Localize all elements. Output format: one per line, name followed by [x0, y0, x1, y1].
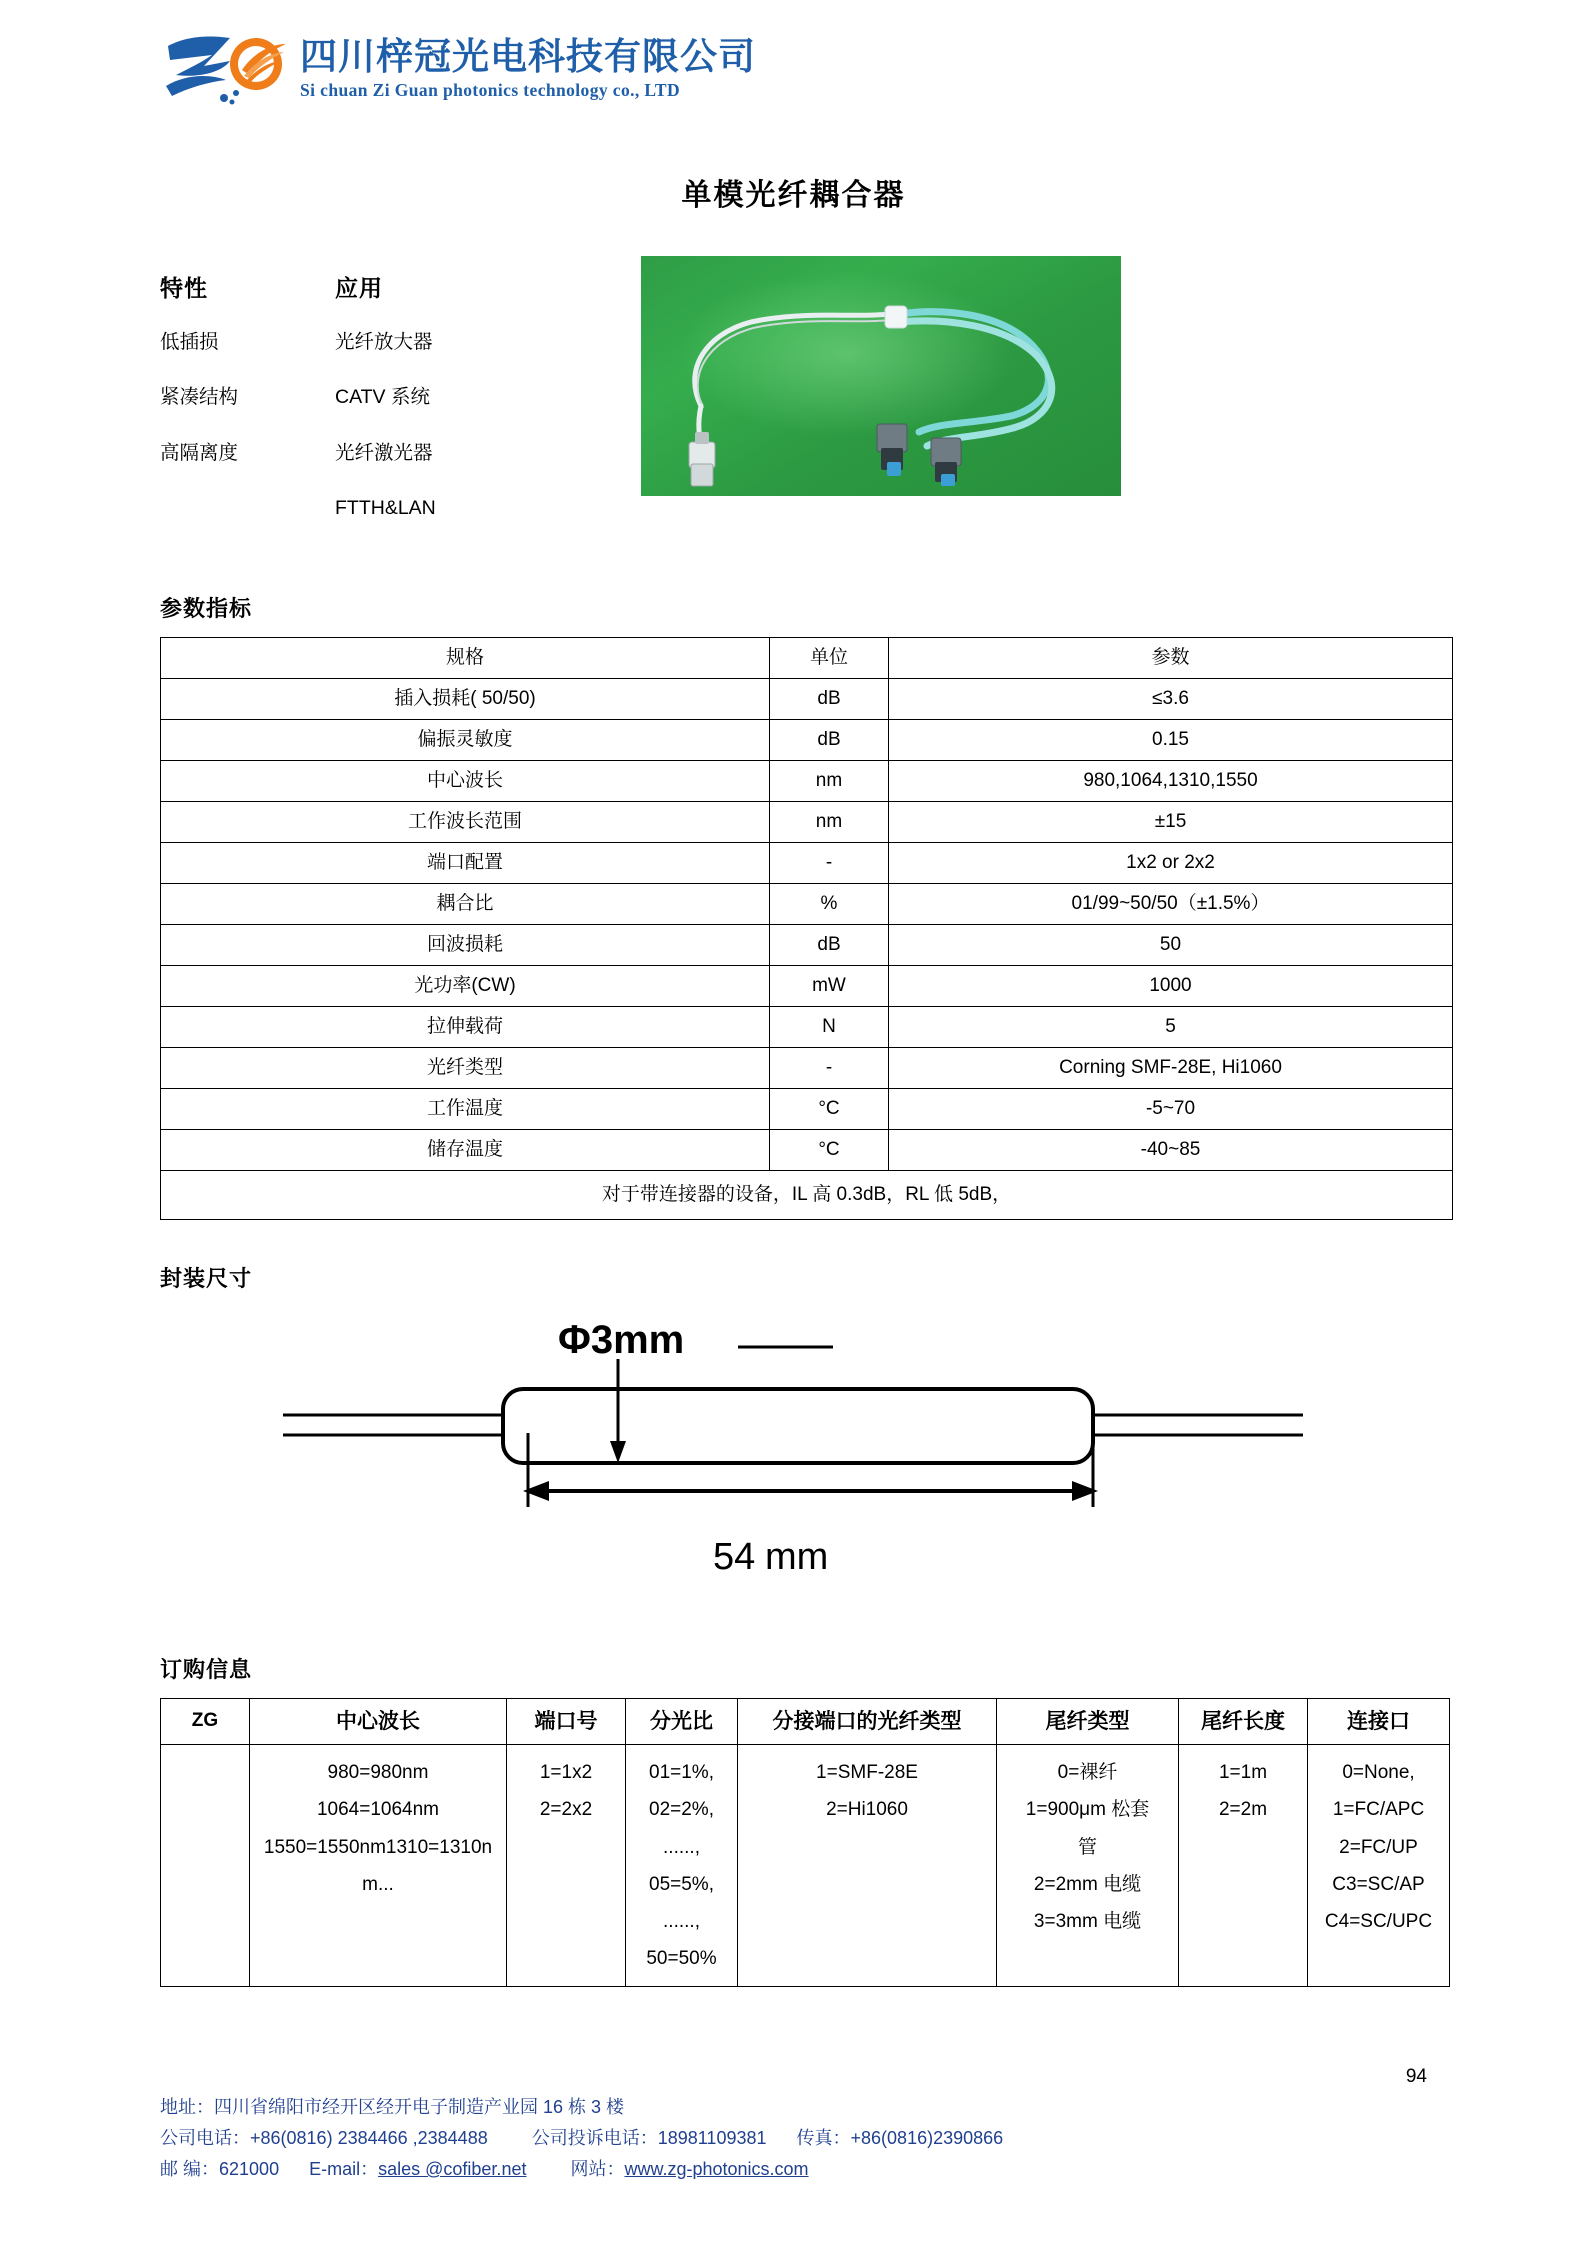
spec-value: 980,1064,1310,1550 — [889, 761, 1453, 802]
option-line: 05=5%, — [649, 1873, 714, 1895]
option-line: 0=None, — [1342, 1762, 1415, 1784]
table-row — [161, 679, 1453, 720]
spec-value: 1x2 or 2x2 — [889, 843, 1453, 884]
phone-label: 公司电话： — [160, 2128, 250, 2149]
features-column — [160, 270, 335, 495]
website-link[interactable]: www.zg-photonics.com — [624, 2159, 809, 2180]
email-label: E-mail： — [309, 2159, 379, 2180]
option-line: 02=2%, — [649, 1799, 714, 1821]
spec-name: 工作温度 — [161, 1089, 770, 1130]
complaint-value: 18981109381 — [657, 2128, 767, 2149]
spec-value: -5~70 — [889, 1089, 1453, 1130]
option-line: 2=FC/UP — [1339, 1836, 1418, 1858]
spec-name: 工作波长范围 — [161, 802, 770, 843]
option-line: 1=1m — [1218, 1762, 1268, 1784]
option-line: 980=980nm — [327, 1762, 429, 1784]
feature-item: 高隔离度 — [160, 441, 239, 464]
footer-zip-email-line — [160, 2154, 1427, 2185]
ordering-section-heading: 订购信息 — [160, 1657, 253, 1683]
spec-name: 拉伸载荷 — [161, 1007, 770, 1048]
spec-value: 01/99~50/50（±1.5%） — [889, 884, 1453, 925]
option-line: 0=裸纤 — [1057, 1762, 1118, 1784]
option-line: 1=SMF-28E — [816, 1762, 918, 1784]
spec-unit: dB — [770, 925, 889, 966]
spec-name: 中心波长 — [161, 761, 770, 802]
spec-unit: mW — [770, 966, 889, 1007]
spec-unit: °C — [770, 1130, 889, 1171]
table-row — [161, 1089, 1453, 1130]
spec-value: 1000 — [889, 966, 1453, 1007]
diameter-label: Φ3mm — [557, 1318, 684, 1363]
option-line: C4=SC/UPC — [1324, 1910, 1433, 1932]
spec-name: 耦合比 — [161, 884, 770, 925]
spec-value: ≤3.6 — [889, 679, 1453, 720]
email-value[interactable]: sales @cofiber.net — [378, 2159, 527, 2180]
complaint-label: 公司投诉电话： — [531, 2128, 658, 2149]
option-line: C3=SC/AP — [1332, 1873, 1425, 1895]
table-row — [161, 720, 1453, 761]
column-header-fiber-type: 分接端口的光纤类型 — [738, 1699, 997, 1745]
specification-table — [160, 637, 1453, 1220]
spec-unit: N — [770, 1007, 889, 1048]
spec-name: 光纤类型 — [161, 1048, 770, 1089]
spec-unit: dB — [770, 679, 889, 720]
page-header — [160, 0, 1427, 112]
footer-address-line — [160, 2092, 1427, 2123]
option-line: 1550=1550nm1310=1310n — [263, 1836, 493, 1858]
column-header-value: 参数 — [889, 638, 1453, 679]
ordering-information-table — [160, 1698, 1450, 1986]
table-row — [161, 966, 1453, 1007]
length-value: 54 — [712, 1536, 755, 1579]
table-row — [161, 1130, 1453, 1171]
feature-item: 紧凑结构 — [160, 386, 239, 409]
option-line: 管 — [1077, 1836, 1097, 1858]
spec-value: 5 — [889, 1007, 1453, 1048]
option-line: 1=1x2 — [539, 1762, 593, 1784]
address-value: 四川省绵阳市经开区经开电子制造产业园 16 栋 3 楼 — [214, 2097, 625, 2118]
cell-tail-length-options — [1179, 1745, 1308, 1986]
spec-value: Corning SMF-28E, Hi1060 — [889, 1048, 1453, 1089]
fax-value: +86(0816)2390866 — [850, 2128, 1004, 2149]
table-row — [161, 1007, 1453, 1048]
website-label: 网站： — [570, 2159, 625, 2180]
spec-unit: - — [770, 1048, 889, 1089]
spec-section-heading: 参数指标 — [160, 596, 253, 622]
dimension-section-heading: 封装尺寸 — [160, 1266, 253, 1292]
column-header-zg: ZG — [161, 1699, 250, 1745]
spec-note: 对于带连接器的设备，IL 高 0.3dB，RL 低 5dB， — [161, 1171, 1453, 1220]
spec-unit: dB — [770, 720, 889, 761]
spec-name: 光功率(CW) — [161, 966, 770, 1007]
column-header-split-ratio: 分光比 — [626, 1699, 738, 1745]
table-note-row — [161, 1171, 1453, 1220]
spec-value: 0.15 — [889, 720, 1453, 761]
option-line: 1064=1064nm — [316, 1799, 440, 1821]
page-number: 94 — [1405, 2066, 1427, 2087]
zg-logo-icon — [160, 28, 292, 106]
spec-name: 端口配置 — [161, 843, 770, 884]
applications-column — [335, 270, 605, 550]
footer-phone-line — [160, 2123, 1427, 2154]
table-header-row — [161, 638, 1453, 679]
table-row — [161, 761, 1453, 802]
zip-value: 621000 — [219, 2159, 280, 2180]
application-item: 光纤放大器 — [335, 331, 433, 353]
spec-unit: nm — [770, 761, 889, 802]
option-line: 2=2x2 — [539, 1799, 593, 1821]
company-identity — [300, 33, 756, 101]
cell-split-ratio-options — [626, 1745, 738, 1986]
company-name-en: Si chuan Zi Guan photonics technology co., LTD — [300, 79, 680, 100]
option-line: ......, — [663, 1836, 700, 1858]
table-row — [161, 802, 1453, 843]
column-header-connector: 连接口 — [1308, 1699, 1450, 1745]
cell-tail-type-options — [997, 1745, 1179, 1986]
option-line: 2=Hi1060 — [826, 1799, 908, 1821]
option-line: 2=2mm 电缆 — [1033, 1873, 1142, 1895]
application-item: FTTH&LAN — [335, 496, 436, 519]
cell-fiber-type-options — [738, 1745, 997, 1986]
option-line: 2=2m — [1218, 1799, 1268, 1821]
spec-name: 插入损耗( 50/50) — [161, 679, 770, 720]
cell-wavelength-options — [250, 1745, 507, 1986]
spec-unit: % — [770, 884, 889, 925]
column-header-wavelength: 中心波长 — [250, 1699, 507, 1745]
cell-connector-options — [1308, 1745, 1450, 1986]
cell-port-options — [507, 1745, 626, 1986]
address-label: 地址： — [160, 2097, 214, 2118]
table-row — [161, 1048, 1453, 1089]
column-header-spec: 规格 — [161, 638, 770, 679]
spec-name: 偏振灵敏度 — [161, 720, 770, 761]
option-line: 50=50% — [646, 1947, 717, 1969]
spec-name: 回波损耗 — [161, 925, 770, 966]
table-row — [161, 1745, 1450, 1986]
zip-label: 邮 编： — [160, 2159, 220, 2180]
table-row — [161, 884, 1453, 925]
features-applications-section — [160, 270, 1427, 550]
spec-name: 储存温度 — [161, 1130, 770, 1171]
application-item: CATV 系统 — [335, 386, 430, 409]
features-heading: 特性 — [160, 275, 208, 301]
table-row — [161, 843, 1453, 884]
product-photo — [641, 256, 1121, 496]
cell-zg — [161, 1745, 250, 1986]
spec-unit: °C — [770, 1089, 889, 1130]
option-line: ......, — [663, 1910, 700, 1932]
option-line: 01=1%, — [649, 1762, 714, 1784]
option-line: 1=FC/APC — [1332, 1799, 1425, 1821]
option-line: 1=900μm 松套 — [1025, 1799, 1150, 1821]
column-header-tail-type: 尾纤类型 — [997, 1699, 1179, 1745]
page-title: 单模光纤耦合器 — [681, 179, 906, 212]
table-header-row — [161, 1699, 1450, 1745]
table-row — [161, 925, 1453, 966]
option-line: 3=3mm 电缆 — [1033, 1910, 1142, 1932]
feature-item: 低插损 — [160, 331, 219, 353]
company-name-cn: 四川梓冠光电科技有限公司 — [300, 36, 756, 78]
spec-value: -40~85 — [889, 1130, 1453, 1171]
fax-label: 传真： — [796, 2128, 851, 2149]
spec-value: ±15 — [889, 802, 1453, 843]
spec-unit: - — [770, 843, 889, 884]
application-item: 光纤激光器 — [335, 441, 433, 464]
package-dimension-drawing — [160, 1311, 1425, 1611]
column-header-tail-length: 尾纤长度 — [1179, 1699, 1308, 1745]
spec-value: 50 — [889, 925, 1453, 966]
phone-value: +86(0816) 2384466 ,2384488 — [250, 2128, 488, 2149]
length-unit: mm — [764, 1536, 828, 1579]
option-line: m... — [362, 1873, 394, 1895]
column-header-unit: 单位 — [770, 638, 889, 679]
spec-unit: nm — [770, 802, 889, 843]
page-footer — [160, 2092, 1427, 2185]
applications-heading: 应用 — [335, 275, 383, 301]
column-header-port: 端口号 — [507, 1699, 626, 1745]
